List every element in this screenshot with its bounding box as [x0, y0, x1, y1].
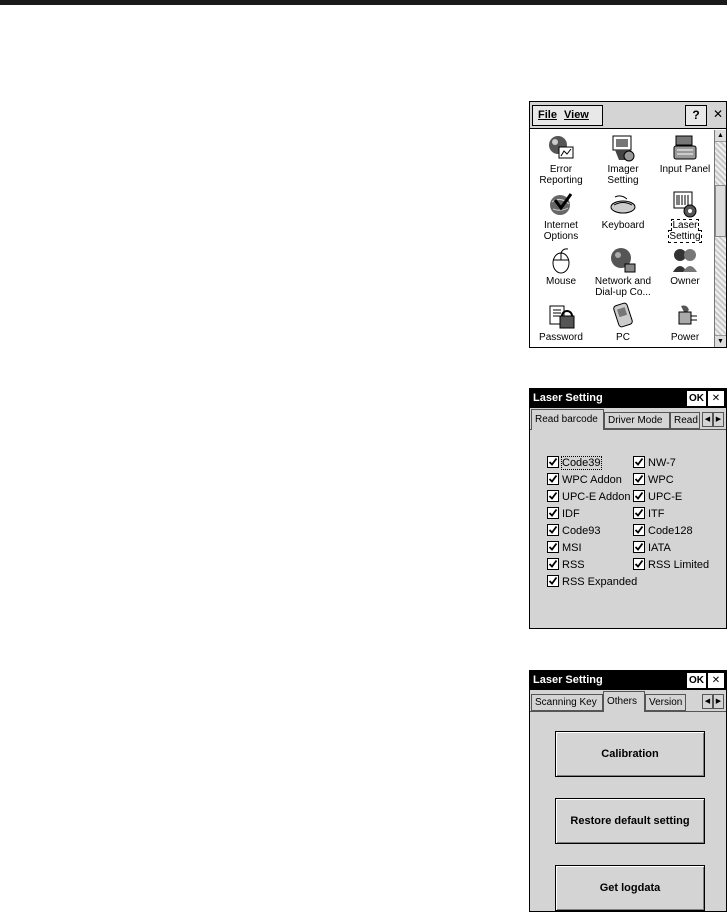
barcode-checkbox[interactable]	[633, 524, 693, 538]
barcode-checkbox[interactable]	[633, 541, 671, 555]
laser-setting-others-dialog	[529, 670, 727, 912]
tab-scanning-key[interactable]: Scanning Key	[531, 694, 603, 711]
ok-button[interactable]: OK	[689, 393, 704, 404]
checkbox-checked-icon[interactable]	[547, 507, 559, 519]
network-icon	[609, 246, 637, 274]
barcode-checkbox[interactable]	[633, 558, 709, 572]
control-panel-item-label: Password	[539, 332, 583, 343]
tab-version[interactable]: Version	[645, 694, 686, 711]
control-panel-item[interactable]	[654, 302, 714, 343]
menu-group	[532, 105, 603, 126]
checkbox-checked-icon[interactable]	[547, 575, 559, 587]
checkbox-label: Code93	[562, 525, 601, 537]
checkbox-checked-icon[interactable]	[633, 473, 645, 485]
tab-scroll-right-icon[interactable]: ▶	[713, 412, 724, 427]
tab-driver-mode[interactable]: Driver Mode	[604, 412, 670, 429]
checkbox-label: RSS Expanded	[562, 576, 638, 588]
vertical-scrollbar[interactable]	[714, 130, 726, 347]
barcode-checkbox[interactable]	[633, 507, 665, 521]
control-panel-item-label: Laser Setting	[669, 220, 701, 242]
control-panel-item-label: Keyboard	[601, 220, 645, 231]
others-tab-body	[530, 711, 726, 912]
barcode-checkbox[interactable]	[633, 490, 682, 504]
keyboard-icon	[609, 190, 637, 218]
control-panel-item[interactable]	[592, 246, 654, 298]
checkbox-label: RSS	[562, 559, 585, 571]
barcode-checkbox[interactable]	[547, 558, 585, 572]
control-panel-item[interactable]	[530, 190, 592, 242]
close-button[interactable]: ✕	[712, 107, 724, 121]
control-panel-item[interactable]	[530, 246, 592, 287]
tab-others[interactable]: Others	[603, 691, 645, 712]
password-icon	[547, 302, 575, 330]
control-panel-item-label: Internet Options	[543, 220, 579, 242]
checkbox-label: WPC Addon	[562, 474, 622, 486]
checkbox-checked-icon[interactable]	[547, 541, 559, 553]
control-panel-item[interactable]	[530, 302, 592, 343]
scroll-thumb[interactable]	[715, 185, 726, 237]
pc-connection-icon	[609, 302, 637, 330]
control-panel-item-label: Mouse	[545, 276, 576, 287]
checkbox-label: MSI	[562, 542, 582, 554]
page-top-rule	[0, 0, 727, 5]
calibration-button[interactable]: Calibration	[555, 731, 705, 777]
tab-read[interactable]: Read	[670, 412, 700, 429]
barcode-checkbox[interactable]	[547, 541, 582, 555]
control-panel-window	[529, 101, 727, 348]
checkbox-label: Code39	[562, 457, 601, 469]
control-panel-item[interactable]	[592, 190, 654, 231]
laser-setting-read-dialog	[529, 388, 727, 629]
checkbox-label: WPC	[648, 474, 674, 486]
control-panel-item-label: Owner	[670, 276, 700, 287]
scroll-down-icon[interactable]: ▼	[715, 335, 726, 347]
control-panel-item-label: Imager Setting	[607, 164, 639, 186]
power-icon	[671, 302, 699, 330]
checkbox-checked-icon[interactable]	[633, 456, 645, 468]
tab-scroll-left-icon[interactable]: ◀	[702, 694, 713, 709]
menu-bar	[530, 102, 726, 129]
barcode-checkbox[interactable]	[547, 473, 622, 487]
control-panel-item[interactable]	[592, 302, 654, 343]
owner-icon	[671, 246, 699, 274]
menu-file[interactable]: File	[538, 109, 557, 121]
checkbox-checked-icon[interactable]	[547, 473, 559, 485]
tab-strip	[530, 409, 726, 429]
restore-default-button[interactable]: Restore default setting	[555, 798, 705, 844]
checkbox-label: RSS Limited	[648, 559, 710, 571]
barcode-checkbox[interactable]	[547, 575, 637, 589]
control-panel-icons	[530, 130, 714, 347]
barcode-checkbox[interactable]	[547, 490, 630, 504]
checkbox-label: ITF	[648, 508, 665, 520]
checkbox-checked-icon[interactable]	[633, 490, 645, 502]
control-panel-item[interactable]	[654, 190, 714, 242]
checkbox-label: Code128	[648, 525, 693, 537]
tab-scroll-left-icon[interactable]: ◀	[702, 412, 713, 427]
error-reporting-icon	[547, 134, 575, 162]
checkbox-checked-icon[interactable]	[633, 558, 645, 570]
help-button[interactable]: ?	[685, 105, 707, 126]
checkbox-checked-icon[interactable]	[547, 558, 559, 570]
close-button[interactable]: ✕	[708, 673, 724, 688]
barcode-checkbox[interactable]	[547, 507, 580, 521]
dialog-title-text: Laser Setting	[533, 392, 603, 404]
checkbox-label: UPC-E	[648, 491, 683, 503]
checkbox-checked-icon[interactable]	[633, 524, 645, 536]
mouse-icon	[547, 246, 575, 274]
close-button[interactable]: ✕	[708, 391, 724, 406]
control-panel-item-label: PC	[616, 332, 630, 343]
checkbox-checked-icon[interactable]	[547, 524, 559, 536]
checkbox-checked-icon[interactable]	[547, 456, 559, 468]
dialog-title	[530, 389, 726, 408]
checkbox-checked-icon[interactable]	[633, 507, 645, 519]
barcode-checkbox-list	[530, 429, 726, 629]
menu-view[interactable]: View	[564, 109, 589, 121]
barcode-checkbox[interactable]	[633, 473, 674, 487]
control-panel-item[interactable]	[654, 246, 714, 287]
tab-read-barcode[interactable]: Read barcode	[531, 409, 604, 430]
barcode-checkbox[interactable]	[633, 456, 676, 470]
imager-setting-icon	[609, 134, 637, 162]
checkbox-checked-icon[interactable]	[633, 541, 645, 553]
input-panel-icon	[671, 134, 699, 162]
barcode-checkbox[interactable]	[547, 456, 601, 470]
dialog-title	[530, 671, 726, 690]
tab-strip	[530, 691, 726, 711]
ok-button[interactable]: OK	[689, 675, 704, 686]
internet-options-icon	[547, 190, 575, 218]
checkbox-label: NW-7	[648, 457, 676, 469]
checkbox-label: UPC-E Addon	[562, 491, 631, 503]
control-panel-item-label: Error Reporting	[539, 164, 583, 186]
control-panel-item[interactable]	[654, 134, 714, 175]
dialog-title-text: Laser Setting	[533, 674, 603, 686]
scroll-up-icon[interactable]: ▲	[715, 130, 726, 142]
get-logdata-button[interactable]: Get logdata	[555, 865, 705, 911]
control-panel-item[interactable]	[592, 134, 654, 186]
control-panel-item-label: Input Panel	[659, 164, 711, 175]
barcode-checkbox[interactable]	[547, 524, 601, 538]
checkbox-label: IATA	[648, 542, 671, 554]
control-panel-item-label: Network and Dial-up Co...	[594, 276, 652, 298]
checkbox-checked-icon[interactable]	[547, 490, 559, 502]
control-panel-item-label: Power	[670, 332, 700, 343]
laser-setting-icon	[671, 190, 699, 218]
checkbox-label: IDF	[562, 508, 580, 520]
control-panel-item[interactable]	[530, 134, 592, 186]
tab-scroll-right-icon[interactable]: ▶	[713, 694, 724, 709]
